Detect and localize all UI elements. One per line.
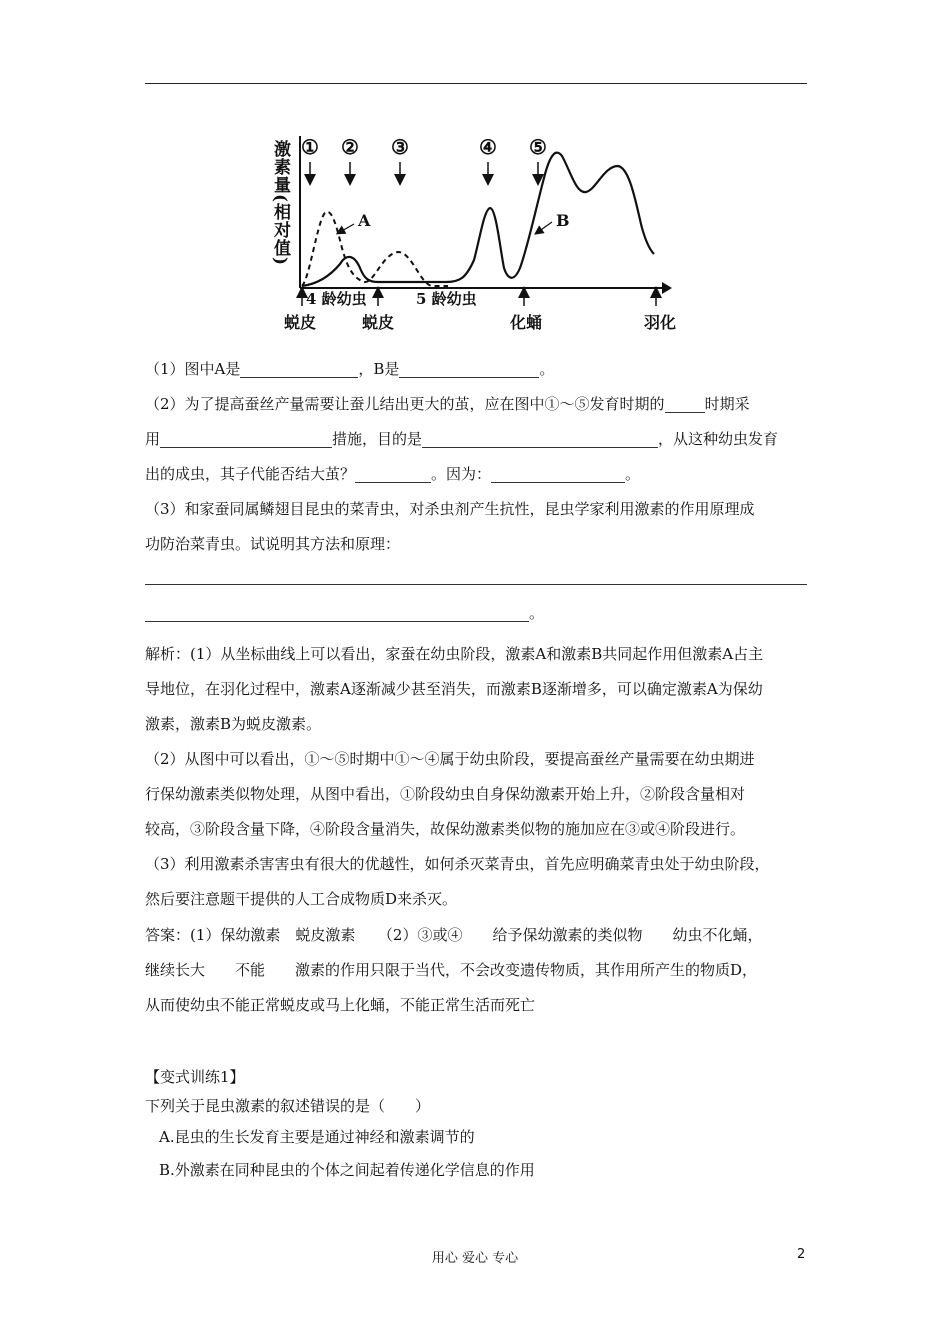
period-marker-2: ② bbox=[341, 135, 359, 159]
analysis-line-2: 导地位，在羽化过程中，激素A逐渐减少甚至消失，而激素B逐渐增多，可以确定激素A为保幼 bbox=[145, 680, 763, 698]
analysis-line-8: 然后要注意题干提供的人工合成物质D来杀灭。 bbox=[145, 890, 458, 908]
q3-line-1: （3）和家蚕同属鳞翅目昆虫的菜青虫，对杀虫剂产生抗性，昆虫学家利用激素的作用原理成 bbox=[145, 500, 755, 518]
analysis-line-6: 较高，③阶段含量下降，④阶段含量消失，故保幼激素类似物的施加应在③或④阶段进行。 bbox=[145, 820, 746, 838]
period-marker-3: ③ bbox=[391, 135, 409, 159]
q1-blank-b[interactable] bbox=[399, 359, 539, 378]
analysis-line-1: 解析：(1）从坐标曲线上可以看出，家蚕在幼虫阶段，激素A和激素B共同起作用但激素A占主 bbox=[145, 645, 764, 663]
q2-line3-c: 。 bbox=[625, 465, 641, 483]
analysis-line-4: （2）从图中可以看出，①～⑤时期中①～④属于幼虫阶段，要提高蚕丝产量需要在幼虫期进 bbox=[145, 750, 755, 768]
q2-line2-c: ，从这种幼虫发育 bbox=[658, 430, 779, 448]
q2-blank-measure[interactable] bbox=[160, 429, 332, 448]
analysis bbox=[145, 637, 810, 917]
q2-blank-period[interactable] bbox=[665, 394, 705, 413]
curve-b-pointer bbox=[538, 222, 552, 232]
x-axis-arrowhead bbox=[662, 282, 672, 294]
stage-label-5th-instar: 5 龄幼虫 bbox=[416, 290, 477, 308]
event-label-eclosion: 羽化 bbox=[644, 313, 677, 332]
page-number: 2 bbox=[797, 1247, 806, 1262]
question-3 bbox=[145, 492, 810, 562]
stage-label-4th-instar: 4 龄幼虫 bbox=[306, 290, 367, 308]
hormone-b-curve bbox=[302, 153, 654, 286]
variant-option-a[interactable]: A.昆虫的生长发育主要是通过神经和激素调节的 bbox=[159, 1128, 475, 1146]
curve-a-label: A bbox=[358, 211, 371, 230]
q2-line3-b: 。因为： bbox=[431, 465, 492, 483]
q1-text-2: ，B是 bbox=[358, 360, 400, 378]
q1-text-3: 。 bbox=[539, 360, 555, 378]
period-marker-4: ④ bbox=[479, 135, 497, 159]
event-label-pupate: 化蛹 bbox=[510, 313, 543, 332]
q2-blank-reason[interactable] bbox=[491, 464, 625, 483]
q2-line2-b: 措施，目的是 bbox=[332, 430, 423, 448]
analysis-line-5: 行保幼激素类似物处理，从图中看出，①阶段幼虫自身保幼激素开始上升，②阶段含量相对 bbox=[145, 785, 746, 803]
event-label-molt-2: 蜕皮 bbox=[362, 313, 395, 332]
hormone-a-curve bbox=[302, 212, 448, 286]
q1-blank-a[interactable] bbox=[240, 359, 358, 378]
variant-option-b[interactable]: B.外激素在同种昆虫的个体之间起着传递化学信息的作用 bbox=[159, 1161, 535, 1179]
answer-line-2: 继续长大 不能 激素的作用只限于当代，不会改变遗传物质，其作用所产生的物质D， bbox=[145, 961, 758, 979]
variant-title: 【变式训练1】 bbox=[145, 1068, 245, 1086]
q2-line2-a: 用 bbox=[145, 430, 161, 448]
answer-line-3: 从而使幼虫不能正常蜕皮或马上化蛹，不能正常生活而死亡 bbox=[145, 996, 536, 1014]
variant-training bbox=[145, 1060, 810, 1188]
q2-line3-a: 出的成虫，其子代能否结大茧？ bbox=[145, 465, 356, 483]
q2-blank-purpose[interactable] bbox=[422, 429, 658, 448]
q2-blank-yesno[interactable] bbox=[355, 464, 431, 483]
period-marker-5: ⑤ bbox=[529, 135, 547, 159]
q3-end: 。 bbox=[529, 604, 545, 622]
header-rule bbox=[145, 83, 807, 84]
hormone-chart-svg bbox=[270, 128, 690, 338]
analysis-line-7: （3）利用激素杀害害虫有很大的优越性，如何杀灭菜青虫，首先应明确菜青虫处于幼虫阶段， bbox=[145, 855, 770, 873]
question-1 bbox=[145, 352, 810, 387]
q3-answer-line-1[interactable] bbox=[145, 584, 807, 585]
period-marker-1: ① bbox=[301, 135, 319, 159]
q3-answer-line-2-row bbox=[145, 596, 810, 631]
answer bbox=[145, 918, 810, 1023]
q2-line1-b: 时期采 bbox=[704, 395, 750, 413]
curve-b-label: B bbox=[556, 211, 570, 230]
answer-line-1: 答案：(1）保幼激素 蜕皮激素 （2）③或④ 给予保幼激素的类似物 幼虫不化蛹， bbox=[145, 926, 763, 944]
y-axis-label: 激素量(相对值) bbox=[270, 140, 290, 267]
q3-line-2: 功防治菜青虫。试说明其方法和原理： bbox=[145, 535, 401, 553]
analysis-line-3: 激素，激素B为蜕皮激素。 bbox=[145, 715, 322, 733]
q3-answer-line-2[interactable] bbox=[145, 603, 529, 622]
q1-text-1: （1）图中A是 bbox=[145, 360, 241, 378]
hormone-chart bbox=[270, 128, 690, 338]
variant-question: 下列关于昆虫激素的叙述错误的是（ ） bbox=[145, 1097, 431, 1115]
event-label-molt-1: 蜕皮 bbox=[284, 313, 317, 332]
curve-a-pointer bbox=[340, 224, 354, 232]
question-2 bbox=[145, 387, 810, 492]
q2-line1-a: （2）为了提高蚕丝产量需要让蚕儿结出更大的茧，应在图中①～⑤发育时期的 bbox=[145, 395, 665, 413]
footer-slogan: 用心 爱心 专心 bbox=[431, 1251, 519, 1266]
